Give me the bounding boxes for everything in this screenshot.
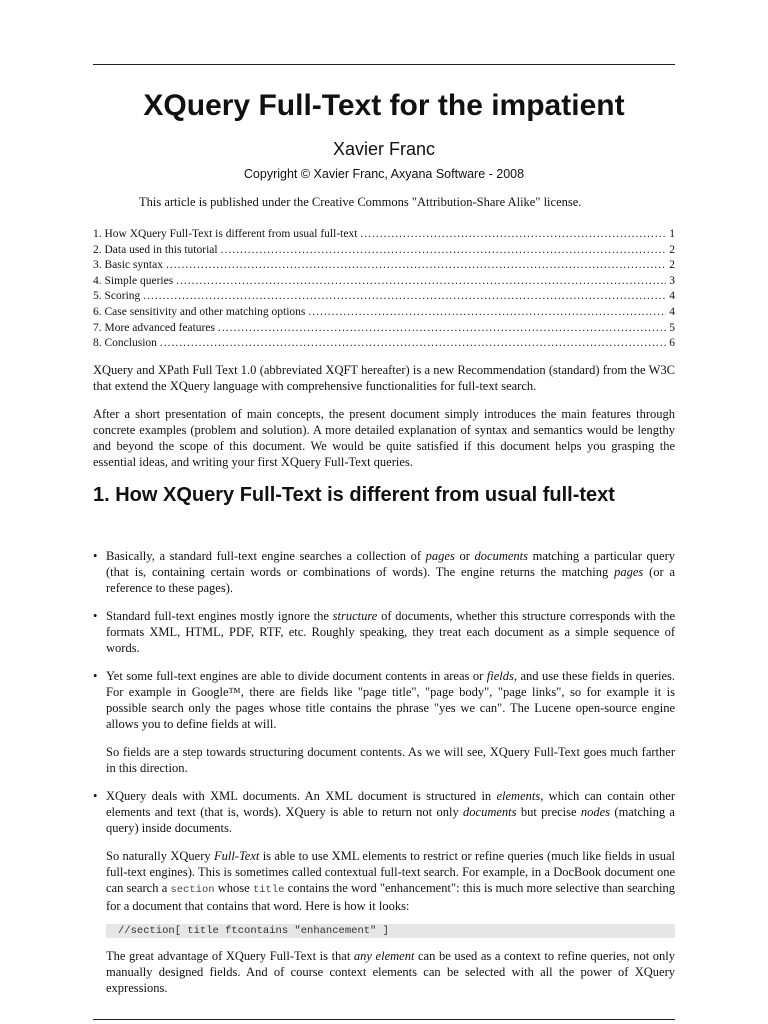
text-run: or [454, 549, 475, 563]
text-run: Basically, a standard full-text engine searches a collection of [106, 549, 426, 563]
bullet-paragraph [106, 848, 675, 914]
emphasis: pages [614, 565, 644, 579]
author: Xavier Franc [332, 139, 436, 159]
copyright: Copyright © Xavier Franc, Axyana Software - 2008 [243, 167, 525, 181]
toc-item[interactable] [93, 336, 675, 352]
bullet-list [93, 548, 675, 1008]
toc-page: 3 [669, 274, 675, 287]
table-of-contents [93, 227, 675, 352]
toc-leader [143, 289, 666, 305]
toc-label: 1. How XQuery Full-Text is different from usual full-text [93, 228, 358, 240]
toc-item[interactable] [93, 243, 675, 259]
section-heading: 1. How XQuery Full-Text is different from usual full-text [93, 484, 615, 506]
toc-leader [160, 336, 666, 352]
emphasis: any element [353, 949, 415, 963]
text-run: Yet some full-text engines are able to divide document contents in areas or [106, 669, 487, 683]
text-run: is able to use XML elements to restrict or refine queries (much like fields in usual full-text engines). This is sometimes called contextual full-text search. For example, in a DocBook document one can search a [106, 849, 675, 895]
toc-page: 2 [669, 259, 675, 272]
text-run: The great advantage of XQuery Full-Text is that [106, 949, 354, 963]
text-run: can be used as a context to refine queries, not only manually designed fields. And of course context elements can be selected with all the power of XQuery expressions. [106, 949, 676, 995]
bullet-paragraph [106, 668, 675, 732]
toc-leader [176, 274, 666, 290]
emphasis: documents [463, 805, 517, 819]
toc-item[interactable] [93, 258, 675, 274]
text-run: but precise [516, 805, 581, 819]
bullet-icon: • [93, 669, 98, 683]
toc-leader [308, 305, 666, 321]
toc-label: 7. More advanced features [93, 321, 215, 334]
toc-page: 1 [669, 228, 675, 240]
text-run: (or a reference to these pages). [106, 565, 676, 595]
list-item [93, 668, 675, 776]
text-run: , and use these fields in queries. For example in Google™, there are fields like "page title", "page body", "page links", so for example it is possible search only the pages whose title contains the phrase "yes we can". The Lucene open-source engine allows you to define fields at will. [106, 669, 675, 731]
bullet-icon: • [93, 609, 98, 623]
bullet-icon: • [93, 789, 98, 803]
toc-item[interactable] [93, 227, 675, 243]
toc-item[interactable] [93, 321, 675, 337]
toc-item[interactable] [93, 274, 675, 290]
emphasis: fields [486, 669, 514, 683]
bullet-paragraph [106, 608, 675, 656]
text-run: XQuery deals with XML documents. An XML document is structured in [106, 789, 497, 803]
emphasis: nodes [580, 805, 611, 819]
toc-page: 4 [669, 305, 675, 318]
toc-leader [360, 227, 666, 243]
toc-item[interactable] [93, 305, 675, 321]
list-item [93, 548, 675, 596]
text-run: contains the word "enhancement": this is much more selective than searching for a document that contains that word. Here is how it looks: [106, 881, 675, 913]
toc-page: 5 [669, 321, 675, 334]
emphasis: structure [332, 609, 378, 623]
bullet-paragraph: So fields are a step towards structuring document contents. As we will see, XQuery Full-Text goes much farther in this direction. [106, 745, 675, 775]
text-run: , which can contain other elements and text (that is, words). XQuery is able to return not only [106, 789, 675, 819]
document-page [93, 0, 675, 1024]
toc-label: 2. Data used in this tutorial [93, 243, 218, 256]
list-item [93, 788, 675, 996]
toc-label: 3. Basic syntax [93, 259, 163, 272]
toc-label: 6. Case sensitivity and other matching options [93, 305, 306, 318]
bullet-paragraph [106, 788, 675, 836]
license-note: This article is published under the Creative Commons "Attribution-Share Alike" license. [139, 195, 582, 209]
toc-leader [166, 258, 666, 274]
footer-rule [93, 1019, 675, 1020]
toc-label: 8. Conclusion [93, 337, 157, 350]
header-rule [93, 64, 675, 65]
code-block: //section[ title ftcontains "enhancement" ] [106, 924, 675, 938]
toc-leader [221, 243, 667, 259]
emphasis: documents [474, 549, 529, 563]
inline-code: title [252, 884, 285, 896]
toc-item[interactable] [93, 289, 675, 305]
toc-leader [218, 321, 666, 337]
emphasis: elements [496, 789, 541, 803]
list-item [93, 608, 675, 656]
toc-page: 4 [669, 290, 675, 303]
bullet-paragraph [106, 948, 675, 996]
intro-paragraph: XQuery and XPath Full Text 1.0 (abbreviated XQFT hereafter) is a new Recommendation (standard) from the W3C that extend the XQuery language with comprehensive functionalities for full-text search. [93, 363, 675, 393]
emphasis: Full-Text [213, 849, 260, 863]
intro-paragraph: After a short presentation of main concepts, the present document simply introduces the main features through concrete examples (problem and solution). A more detailed explanation of syntax and semantics would be lengthy and beyond the scope of this document. We would be quite satisfied if this document helps you grasping the essential ideas, and writing your first XQuery Full-Text queries. [93, 407, 675, 469]
bullet-paragraph [106, 548, 675, 596]
toc-page: 6 [669, 337, 675, 350]
text-run: Standard full-text engines mostly ignore the [106, 609, 333, 623]
toc-page: 2 [669, 243, 675, 256]
emphasis: pages [425, 549, 455, 563]
text-run: whose [214, 881, 253, 895]
inline-code: section [170, 884, 215, 896]
text-run: (matching a query) inside documents. [106, 805, 675, 835]
document-title: XQuery Full-Text for the impatient [143, 89, 625, 122]
text-run: of documents, whether this structure corresponds with the formats XML, HTML, PDF, RTF, etc. Roughly speaking, they treat each document as a simple sequence of words. [106, 609, 676, 655]
toc-label: 4. Simple queries [93, 274, 174, 287]
bullet-icon: • [93, 549, 98, 563]
toc-label: 5. Scoring [93, 290, 141, 303]
text-run: So naturally XQuery [106, 849, 214, 863]
text-run: matching a particular query (that is, containing certain words or combinations of words). The engine returns the matching [106, 549, 675, 579]
